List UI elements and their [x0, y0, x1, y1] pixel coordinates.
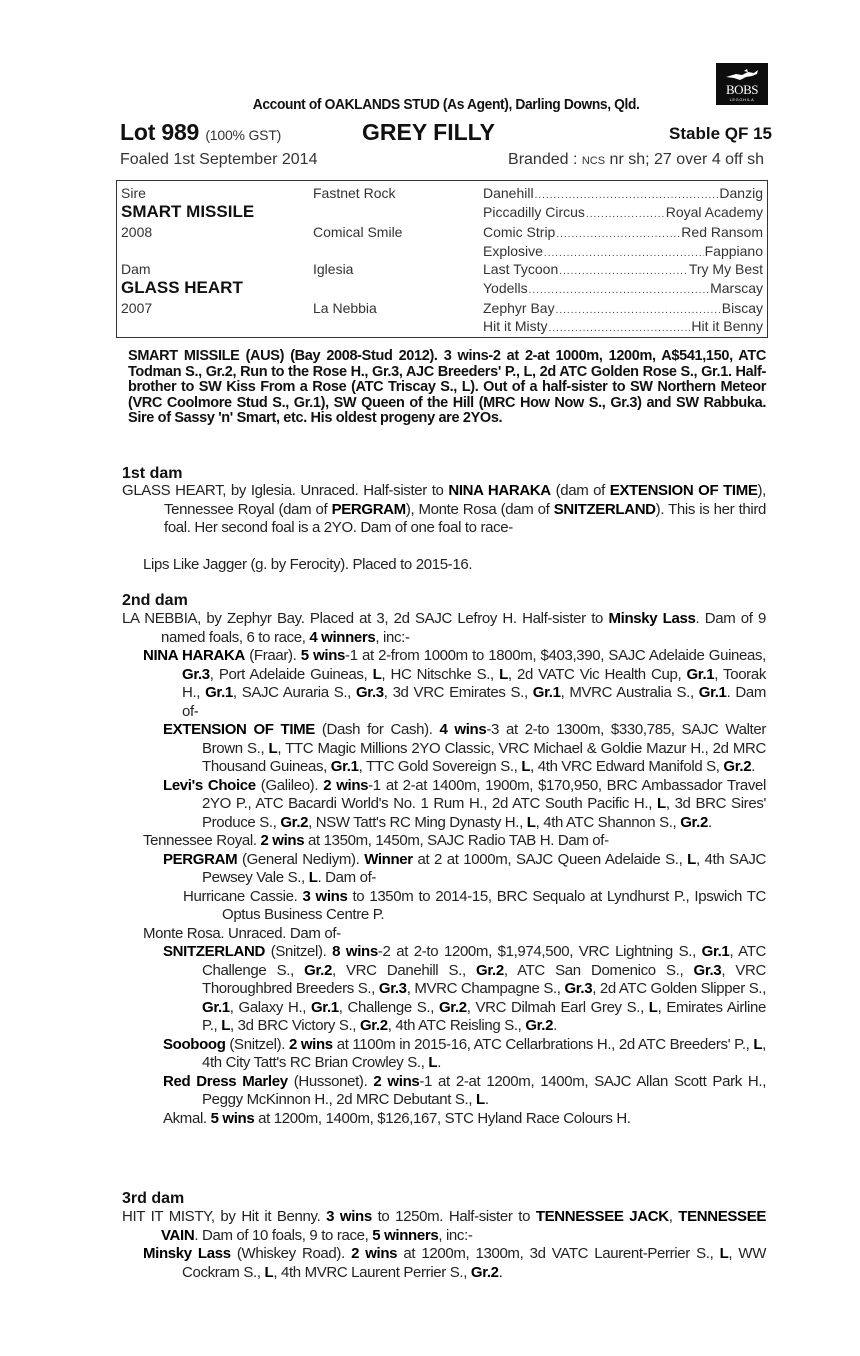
bold-highlight: Sooboog — [163, 1035, 226, 1053]
bold-highlight: NINA HARAKA — [143, 647, 245, 664]
sire-name: SMART MISSILE — [121, 202, 255, 221]
bold-highlight: Gr.1 — [686, 665, 715, 683]
progeny-entry: NINA HARAKA (Fraar). 5 wins-1 at 2-from 1000m to 1800m, $403,390, SAJC Adelaide Guineas, Gr.3, Port Adelaide Guineas, L, HC Nitschke S., L, 2d VATC Vic Health Cup, Gr.1, Toorak H., Gr.1, SAJC Auraria S., Gr.3, 3d VRC Emirates S., Gr.1, MVRC Australia S., Gr.1. Dam of- — [143, 647, 767, 720]
bold-highlight: Gr.1 — [330, 758, 359, 775]
bold-highlight: SNITZERLAND — [553, 500, 656, 518]
gen3-right: Try My Best — [688, 261, 763, 277]
branded-label: Branded : — [508, 151, 582, 168]
sire-dam: Comical Smile — [313, 224, 403, 240]
bold-highlight: 2 wins — [288, 1035, 333, 1053]
dam-label: Dam — [121, 261, 151, 277]
bold-highlight: L — [656, 795, 666, 812]
progeny-entry: HIT IT MISTY, by Hit it Benny. 3 wins to 1250m. Half-sister to TENNESSEE JACK, TENNESSEE VAIN. Dam of 10 foals, 9 to race, 5 winners, inc:- — [122, 1208, 767, 1244]
gen3-right: Red Ransom — [681, 224, 763, 240]
third-dam-heading: 3rd dam — [122, 1190, 185, 1207]
second-dam-entries — [122, 610, 766, 1128]
bold-highlight: Gr.2 — [359, 1017, 388, 1034]
bold-highlight: L — [476, 1091, 485, 1108]
bold-highlight: Gr.3 — [564, 980, 593, 997]
racehorse-icon — [724, 68, 760, 82]
gen3-right: Hit it Benny — [691, 318, 763, 334]
bold-highlight: 2 wins — [260, 832, 305, 849]
sire-label: Sire — [121, 185, 146, 201]
vendor-account: Account of OAKLANDS STUD (As Agent), Darling Downs, Qld. — [252, 96, 640, 113]
progeny-entry: Minsky Lass (Whiskey Road). 2 wins at 1200m, 1300m, 3d VATC Laurent-Perrier S., L, WW Cockram S., L, 4th MVRC Laurent Perrier S., Gr.2. — [143, 1245, 767, 1281]
logo-subtext: LEGGHILA — [729, 97, 755, 102]
bold-highlight: Levi's Choice — [163, 776, 256, 794]
gen3-left: Explosive — [483, 243, 543, 259]
gen3-right: Royal Academy — [665, 204, 763, 220]
progeny-entry: Tennessee Royal. 2 wins at 1350m, 1450m, SAJC Radio TAB H. Dam of- — [143, 832, 609, 849]
gen3-left: Last Tycoon — [483, 261, 559, 277]
progeny-entry: Monte Rosa. Unraced. Dam of- — [143, 924, 341, 942]
bold-highlight: Gr.3 — [355, 684, 384, 701]
bold-highlight: Red Dress Marley — [163, 1072, 288, 1090]
bold-highlight: Gr.2 — [723, 758, 752, 775]
gst-note: (100% GST) — [205, 127, 282, 143]
lot-header — [120, 119, 772, 149]
bold-highlight: Gr.2 — [680, 813, 708, 831]
logo-text: BOBS — [726, 82, 758, 97]
bold-highlight: Gr.1 — [205, 684, 233, 701]
bold-highlight: 3 wins — [302, 887, 348, 905]
bold-highlight: 5 winners — [372, 1226, 439, 1244]
gen3-row — [483, 204, 763, 223]
bold-highlight: L — [264, 1263, 274, 1281]
first-dam-paragraph: GLASS HEART, by Iglesia. Unraced. Half-sister to NINA HARAKA (dam of EXTENSION OF TIME), Tennessee Royal (dam of PERGRAM), Monte Rosa (dam of SNITZERLAND). This is her third foal. Her second foal is a 2YO. Dam of one foal to race- — [122, 482, 766, 536]
bold-highlight: TENNESSEE JACK — [535, 1208, 669, 1225]
bold-highlight: Gr.3 — [378, 980, 407, 997]
sire-sire: Fastnet Rock — [313, 185, 396, 201]
bold-highlight: Gr.1 — [310, 998, 339, 1016]
gen3-row — [483, 243, 763, 262]
bold-highlight: L — [308, 869, 318, 886]
gen3-left: Comic Strip — [483, 224, 556, 240]
bold-highlight: Minsky Lass — [143, 1245, 231, 1262]
bold-highlight: Gr.2 — [438, 998, 467, 1016]
gen3-right: Danzig — [719, 185, 763, 201]
bold-highlight: Gr.1 — [701, 943, 730, 960]
foaled-date: Foaled 1st September 2014 — [120, 151, 318, 168]
bold-highlight: L — [648, 998, 658, 1016]
sire-year: 2008 — [121, 224, 153, 240]
bold-highlight: 8 wins — [332, 943, 378, 960]
bold-highlight: 2 wins — [373, 1072, 420, 1090]
bold-highlight: L — [268, 739, 278, 757]
bold-highlight: L — [687, 850, 696, 868]
gen3-right: Fappiano — [704, 243, 763, 259]
progeny-entry: Red Dress Marley (Hussonet). 2 wins-1 at 2-at 1200m, 1400m, SAJC Allan Scott Park H., Peggy McKinnon H., 2d MRC Debutant S., L. — [163, 1072, 767, 1108]
gen3-left: Piccadilly Circus — [483, 204, 585, 220]
bold-highlight: L — [499, 665, 508, 683]
gen3-row — [483, 224, 763, 243]
gen3-row — [483, 280, 763, 299]
bold-highlight: Gr.2 — [525, 1017, 554, 1034]
bold-highlight: Gr.2 — [470, 1263, 499, 1281]
bold-highlight: Gr.2 — [280, 813, 309, 831]
lot-label: Lot 989 — [120, 119, 200, 145]
bold-highlight: Gr.1 — [532, 684, 561, 701]
gen3-left: Hit it Misty — [483, 318, 548, 334]
bold-highlight: Gr.1 — [202, 998, 230, 1016]
bold-highlight: L — [428, 1054, 438, 1071]
lot-number — [120, 119, 281, 146]
bold-highlight: L — [526, 813, 536, 831]
bold-highlight: L — [753, 1035, 763, 1053]
stable-location: Stable QF 15 — [669, 124, 772, 143]
bold-highlight: Gr.2 — [476, 961, 504, 979]
bold-highlight: 2 wins — [351, 1245, 398, 1262]
gen3-right: Biscay — [721, 300, 763, 316]
bold-highlight: 3 wins — [326, 1208, 372, 1225]
horse-description: GREY FILLY — [362, 119, 495, 145]
gen3-row — [483, 261, 763, 280]
bold-highlight: L — [221, 1017, 231, 1034]
bold-highlight: NINA HARAKA — [448, 482, 551, 499]
progeny-entry: EXTENSION OF TIME (Dash for Cash). 4 wins-3 at 2-to 1300m, $330,785, SAJC Walter Brown S., L, TTC Magic Millions 2YO Classic, VRC Michael & Goldie Mazur H., 2d MRC Thousand Guineas, Gr.1, TTC Gold Sovereign S., L, 4th VRC Edward Manifold S, Gr.2. — [163, 721, 767, 775]
progeny-entry: Sooboog (Snitzel). 2 wins at 1100m in 2015-16, ATC Cellarbrations H., 2d ATC Breeders' P., L, 4th City Tatt's RC Brian Crowley S., L. — [163, 1035, 766, 1071]
bold-highlight: TENNESSEE VAIN — [161, 1208, 767, 1244]
gen3-left: Zephyr Bay — [483, 300, 555, 316]
bold-highlight: L — [719, 1245, 729, 1262]
brand-marks — [508, 151, 764, 169]
bold-highlight: L — [372, 665, 382, 683]
sire-summary: SMART MISSILE (AUS) (Bay 2008-Stud 2012). 3 wins-2 at 2-at 1000m, 1200m, A$541,150, ATC Todman S., Gr.2, Run to the Rose H., Gr.3, AJC Breeders' P., L, 2d ATC Golden Rose S., Gr.1. Half-brother to SW Kiss From a Rose (ATC Triscay S., L). Out of a half-sister to SW Northern Meteor (VRC Coolmore Stud S., Gr.1), SW Queen of the Hill (MRC How Now S., Gr.3) and SW Rabbuka. Sire of Sassy 'n' Smart, etc. His oldest progeny are 2YOs. — [128, 348, 766, 426]
bold-highlight: EXTENSION OF TIME — [609, 482, 758, 499]
bold-highlight: Gr.3 — [693, 961, 722, 979]
bold-highlight: Gr.3 — [182, 665, 210, 683]
progeny-entry: PERGRAM (General Nediym). Winner at 2 at 1000m, SAJC Queen Adelaide S., L, 4th SAJC Pewsey Vale S., L. Dam of- — [163, 850, 766, 886]
gen3-row — [483, 185, 763, 204]
bold-highlight: EXTENSION OF TIME — [163, 721, 315, 738]
branded-ncs: NCS — [581, 155, 606, 167]
gen3-left: Yodells — [483, 280, 528, 296]
gen3-left: Danehill — [483, 185, 534, 201]
dam-name: GLASS HEART — [121, 278, 243, 297]
bold-highlight: 5 wins — [300, 647, 346, 664]
progeny-entry: Hurricane Cassie. 3 wins to 1350m to 2014-15, BRC Sequalo at Lyndhurst P., Ipswich TC Optus Business Centre P. — [183, 887, 767, 923]
gen3-row — [483, 300, 763, 319]
bold-highlight: 4 wins — [439, 721, 487, 738]
bold-highlight: SNITZERLAND — [163, 943, 265, 960]
gen3-row — [483, 318, 763, 337]
progeny-entry: SNITZERLAND (Snitzel). 8 wins-2 at 2-to 1200m, $1,974,500, VRC Lightning S., Gr.1, ATC Challenge S., Gr.2, VRC Danehill S., Gr.2, ATC San Domenico S., Gr.3, VRC Thoroughbred Breeders S., Gr.3, MVRC Champagne S., Gr.3, 2d ATC Golden Slipper S., Gr.1, Galaxy H., Gr.1, Challenge S., Gr.2, VRC Dilmah Earl Grey S., L, Emirates Airline P., L, 3d BRC Victory S., Gr.2, 4th ATC Reisling S., Gr.2. — [163, 943, 767, 1034]
bold-highlight: Minsky Lass — [608, 610, 696, 627]
second-dam-heading: 2nd dam — [122, 592, 188, 609]
bold-highlight: PERGRAM — [331, 500, 406, 518]
branded-detail: nr sh; 27 over 4 off sh — [605, 151, 764, 168]
bold-highlight: Winner — [364, 850, 413, 868]
bold-highlight: Gr.2 — [304, 961, 332, 979]
first-dam-progeny: Lips Like Jagger (g. by Ferocity). Placed to 2015-16. — [143, 556, 473, 573]
progeny-entry: Akmal. 5 wins at 1200m, 1400m, $126,167, STC Hyland Race Colours H. — [163, 1109, 631, 1127]
bold-highlight: Gr.1 — [698, 684, 727, 701]
dam-sire: Iglesia — [313, 261, 354, 277]
bold-highlight: L — [521, 758, 531, 775]
first-dam-heading: 1st dam — [122, 465, 183, 482]
dam-dam: La Nebbia — [313, 300, 377, 316]
progeny-entry: LA NEBBIA, by Zephyr Bay. Placed at 3, 2d SAJC Lefroy H. Half-sister to Minsky Lass. Dam of 9 named foals, 6 to race, 4 winners, inc:- — [122, 610, 766, 646]
gen3-right: Marscay — [710, 280, 763, 296]
third-dam-entries — [122, 1208, 766, 1282]
progeny-entry: Levi's Choice (Galileo). 2 wins-1 at 2-at 1400m, 1900m, $170,950, BRC Ambassador Travel 2YO P., ATC Bacardi World's No. 1 Rum H., 2d ATC South Pacific H., L, 3d BRC Sires' Produce S., Gr.2, NSW Tatt's RC Ming Dynasty H., L, 4th ATC Shannon S., Gr.2. — [163, 776, 766, 831]
bold-highlight: 4 winners — [309, 628, 376, 646]
dam-year: 2007 — [121, 300, 153, 316]
bold-highlight: 2 wins — [323, 776, 369, 794]
bold-highlight: 5 wins — [210, 1109, 255, 1127]
pedigree-table — [116, 180, 768, 338]
bold-highlight: PERGRAM — [163, 850, 238, 868]
